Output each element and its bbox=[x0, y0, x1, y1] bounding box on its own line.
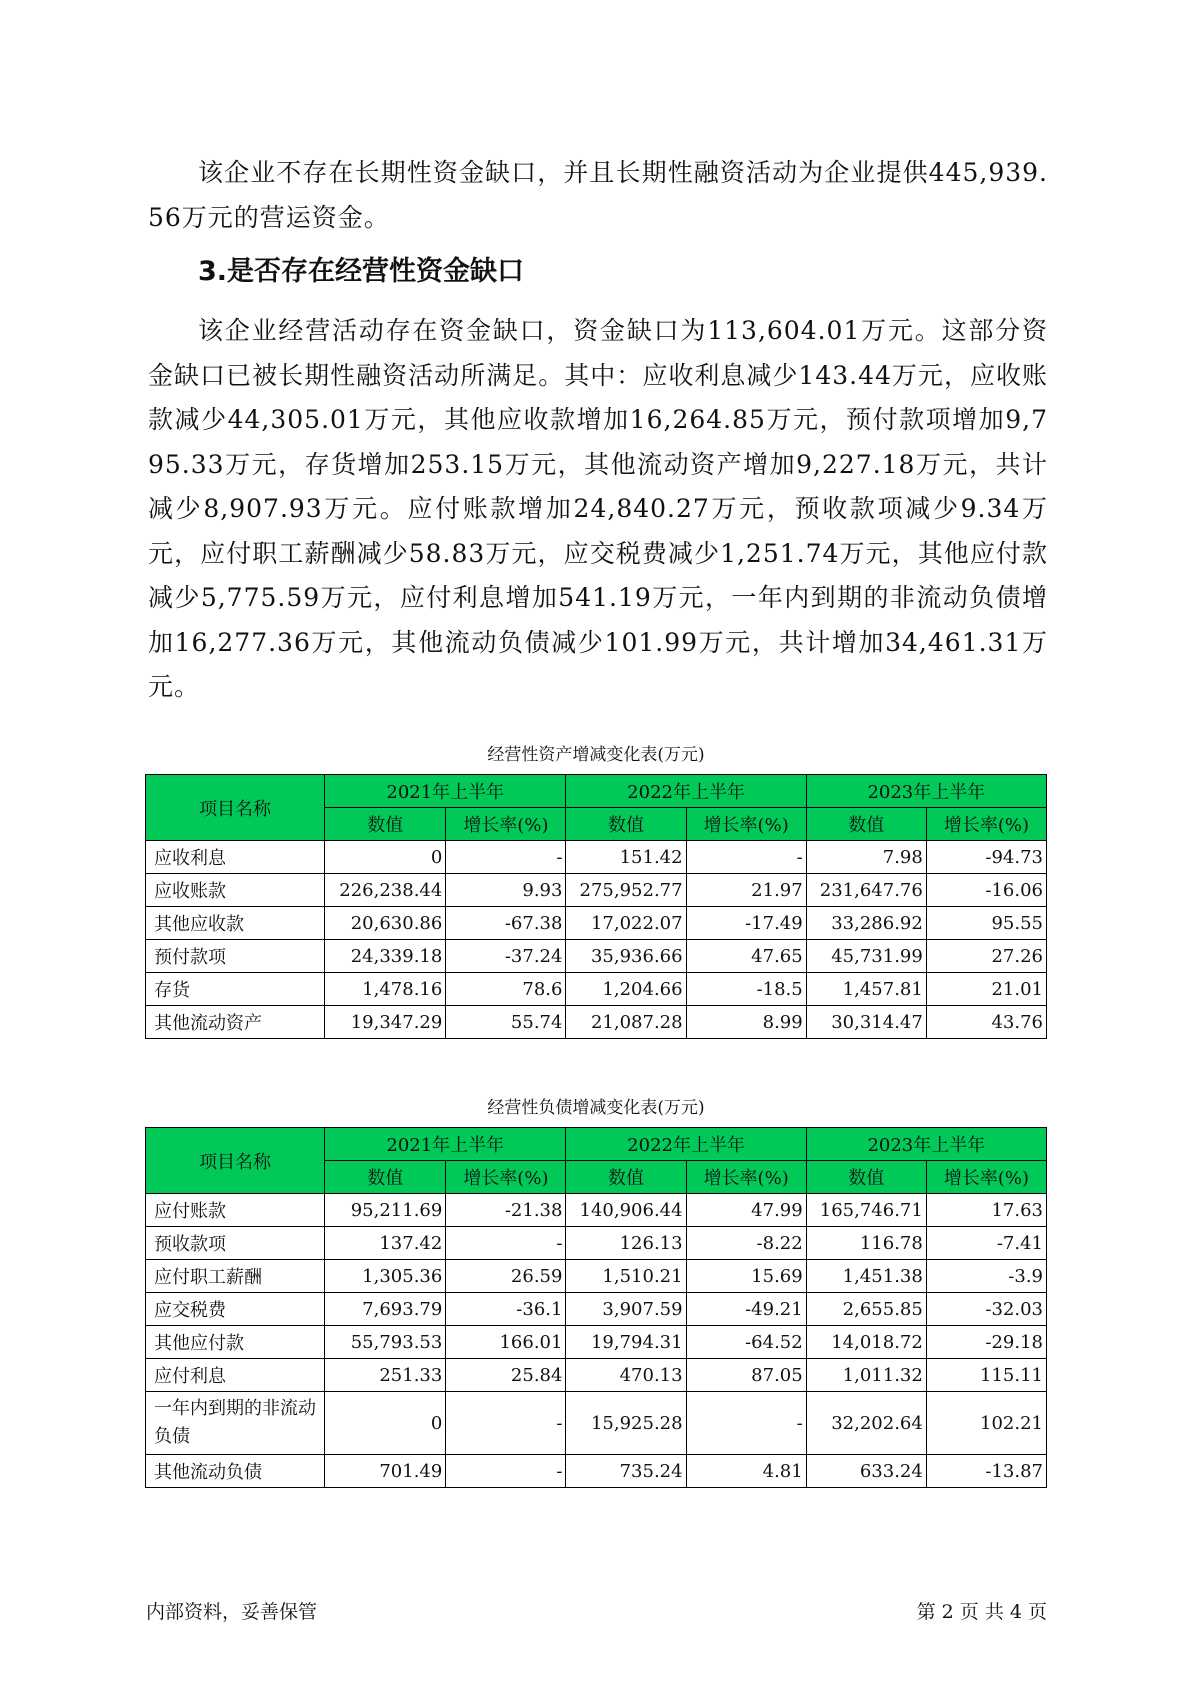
table-caption-liabilities: 经营性负债增减变化表(万元) bbox=[487, 1098, 705, 1118]
cell-growth-rate: -16.06 bbox=[926, 874, 1046, 907]
row-item-name: 应付利息 bbox=[146, 1359, 325, 1392]
header-period: 2023年上半年 bbox=[806, 775, 1046, 808]
cell-growth-rate: -7.41 bbox=[926, 1227, 1046, 1260]
header-growth: 增长率(%) bbox=[446, 808, 566, 841]
cell-value: 32,202.64 bbox=[806, 1392, 926, 1455]
cell-growth-rate: - bbox=[446, 1227, 566, 1260]
header-value: 数值 bbox=[325, 808, 446, 841]
cell-value: 1,457.81 bbox=[806, 973, 926, 1006]
cell-growth-rate: 15.69 bbox=[686, 1260, 806, 1293]
cell-growth-rate: 8.99 bbox=[686, 1006, 806, 1039]
cell-growth-rate: - bbox=[446, 1392, 566, 1455]
cell-growth-rate: -18.5 bbox=[686, 973, 806, 1006]
cell-growth-rate: 27.26 bbox=[926, 940, 1046, 973]
table-row bbox=[146, 907, 1047, 940]
table-row bbox=[146, 1293, 1047, 1326]
row-item-name: 其他流动负债 bbox=[146, 1455, 325, 1488]
cell-growth-rate: - bbox=[446, 1455, 566, 1488]
table-row bbox=[146, 1227, 1047, 1260]
table-row bbox=[146, 1194, 1047, 1227]
cell-value: 0 bbox=[325, 1392, 446, 1455]
header-value: 数值 bbox=[806, 808, 926, 841]
cell-value: 633.24 bbox=[806, 1455, 926, 1488]
cell-growth-rate: 55.74 bbox=[446, 1006, 566, 1039]
cell-value: 33,286.92 bbox=[806, 907, 926, 940]
cell-value: 7,693.79 bbox=[325, 1293, 446, 1326]
row-item-name: 应交税费 bbox=[146, 1293, 325, 1326]
row-item-name: 预付款项 bbox=[146, 940, 325, 973]
cell-growth-rate: 95.55 bbox=[926, 907, 1046, 940]
cell-value: 19,347.29 bbox=[325, 1006, 446, 1039]
cell-growth-rate: -8.22 bbox=[686, 1227, 806, 1260]
table-row bbox=[146, 1260, 1047, 1293]
cell-growth-rate: 166.01 bbox=[446, 1326, 566, 1359]
header-item-name: 项目名称 bbox=[146, 775, 325, 841]
cell-growth-rate: -21.38 bbox=[446, 1194, 566, 1227]
header-value: 数值 bbox=[566, 808, 686, 841]
cell-growth-rate: -32.03 bbox=[926, 1293, 1046, 1326]
paragraph-operating-gap: 该企业经营活动存在资金缺口，资金缺口为113,604.01万元。这部分资金缺口已被长期性融资活动所满足。其中：应收利息减少143.44万元，应收账款减少44,305.01万元，其他应收款增加16,264.85万元，预付款项增加9,795.33万元，存货增加253.15万元，其他流动资产增加9,227.18万元，共计减少8,907.93万元。应付账款增加24,840.27万元，预收款项减少9.34万元，应付职工薪酬减少58.83万元，应交税费减少1,251.74万元，其他应付款减少5,775.59万元，应付利息增加541.19万元，一年内到期的非流动负债增加16,277.36万元，其他流动负债减少101.99万元，共计增加34,461.31万元。 bbox=[148, 316, 1048, 701]
cell-growth-rate: - bbox=[686, 1392, 806, 1455]
cell-value: 701.49 bbox=[325, 1455, 446, 1488]
cell-value: 24,339.18 bbox=[325, 940, 446, 973]
cell-value: 19,794.31 bbox=[566, 1326, 686, 1359]
cell-value: 30,314.47 bbox=[806, 1006, 926, 1039]
cell-growth-rate: -49.21 bbox=[686, 1293, 806, 1326]
header-growth: 增长率(%) bbox=[686, 1161, 806, 1194]
header-period: 2021年上半年 bbox=[325, 1128, 566, 1161]
row-item-name: 一年内到期的非流动负债 bbox=[146, 1392, 325, 1455]
cell-value: 21,087.28 bbox=[566, 1006, 686, 1039]
cell-growth-rate: 25.84 bbox=[446, 1359, 566, 1392]
cell-growth-rate: -29.18 bbox=[926, 1326, 1046, 1359]
cell-value: 251.33 bbox=[325, 1359, 446, 1392]
row-item-name: 应收账款 bbox=[146, 874, 325, 907]
cell-value: 137.42 bbox=[325, 1227, 446, 1260]
cell-growth-rate: -13.87 bbox=[926, 1455, 1046, 1488]
cell-growth-rate: -17.49 bbox=[686, 907, 806, 940]
table-row bbox=[146, 973, 1047, 1006]
table-row bbox=[146, 1455, 1047, 1488]
cell-value: 116.78 bbox=[806, 1227, 926, 1260]
cell-value: 45,731.99 bbox=[806, 940, 926, 973]
header-value: 数值 bbox=[566, 1161, 686, 1194]
cell-growth-rate: 87.05 bbox=[686, 1359, 806, 1392]
header-growth: 增长率(%) bbox=[926, 808, 1046, 841]
cell-growth-rate: 43.76 bbox=[926, 1006, 1046, 1039]
cell-value: 226,238.44 bbox=[325, 874, 446, 907]
cell-value: 20,630.86 bbox=[325, 907, 446, 940]
row-item-name: 应收利息 bbox=[146, 841, 325, 874]
cell-value: 55,793.53 bbox=[325, 1326, 446, 1359]
header-period: 2022年上半年 bbox=[566, 1128, 806, 1161]
table-row bbox=[146, 1326, 1047, 1359]
cell-value: 126.13 bbox=[566, 1227, 686, 1260]
cell-growth-rate: -37.24 bbox=[446, 940, 566, 973]
header-value: 数值 bbox=[325, 1161, 446, 1194]
cell-value: 3,907.59 bbox=[566, 1293, 686, 1326]
table-row bbox=[146, 1359, 1047, 1392]
cell-value: 95,211.69 bbox=[325, 1194, 446, 1227]
row-item-name: 其他应收款 bbox=[146, 907, 325, 940]
cell-value: 17,022.07 bbox=[566, 907, 686, 940]
cell-growth-rate: 4.81 bbox=[686, 1455, 806, 1488]
header-period: 2023年上半年 bbox=[806, 1128, 1046, 1161]
cell-value: 1,204.66 bbox=[566, 973, 686, 1006]
cell-value: 470.13 bbox=[566, 1359, 686, 1392]
header-growth: 增长率(%) bbox=[686, 808, 806, 841]
row-item-name: 其他流动资产 bbox=[146, 1006, 325, 1039]
cell-growth-rate: 9.93 bbox=[446, 874, 566, 907]
table-row bbox=[146, 940, 1047, 973]
table-row bbox=[146, 841, 1047, 874]
table-row bbox=[146, 874, 1047, 907]
header-period: 2022年上半年 bbox=[566, 775, 806, 808]
row-item-name: 应付账款 bbox=[146, 1194, 325, 1227]
cell-value: 15,925.28 bbox=[566, 1392, 686, 1455]
cell-value: 165,746.71 bbox=[806, 1194, 926, 1227]
row-item-name: 其他应付款 bbox=[146, 1326, 325, 1359]
cell-value: 7.98 bbox=[806, 841, 926, 874]
row-item-name: 应付职工薪酬 bbox=[146, 1260, 325, 1293]
cell-value: 1,510.21 bbox=[566, 1260, 686, 1293]
cell-growth-rate: 47.65 bbox=[686, 940, 806, 973]
cell-growth-rate: 17.63 bbox=[926, 1194, 1046, 1227]
table-row bbox=[146, 1392, 1047, 1455]
cell-growth-rate: 115.11 bbox=[926, 1359, 1046, 1392]
liabilities-table bbox=[145, 1127, 1047, 1488]
footer-page-number: 第 2 页 共 4 页 bbox=[916, 1601, 1047, 1623]
row-item-name: 存货 bbox=[146, 973, 325, 1006]
cell-growth-rate: -64.52 bbox=[686, 1326, 806, 1359]
cell-value: 275,952.77 bbox=[566, 874, 686, 907]
cell-growth-rate: - bbox=[446, 841, 566, 874]
section-heading: 3.是否存在经营性资金缺口 bbox=[198, 256, 525, 287]
cell-value: 140,906.44 bbox=[566, 1194, 686, 1227]
cell-growth-rate: 21.01 bbox=[926, 973, 1046, 1006]
header-period: 2021年上半年 bbox=[325, 775, 566, 808]
cell-growth-rate: 21.97 bbox=[686, 874, 806, 907]
cell-value: 1,305.36 bbox=[325, 1260, 446, 1293]
table-caption-assets: 经营性资产增减变化表(万元) bbox=[487, 745, 705, 765]
header-growth: 增长率(%) bbox=[446, 1161, 566, 1194]
cell-value: 14,018.72 bbox=[806, 1326, 926, 1359]
cell-value: 735.24 bbox=[566, 1455, 686, 1488]
cell-growth-rate: -67.38 bbox=[446, 907, 566, 940]
cell-growth-rate: -94.73 bbox=[926, 841, 1046, 874]
cell-value: 151.42 bbox=[566, 841, 686, 874]
header-value: 数值 bbox=[806, 1161, 926, 1194]
cell-value: 1,478.16 bbox=[325, 973, 446, 1006]
header-growth: 增长率(%) bbox=[926, 1161, 1046, 1194]
cell-growth-rate: -36.1 bbox=[446, 1293, 566, 1326]
cell-value: 35,936.66 bbox=[566, 940, 686, 973]
paragraph-long-term-gap: 该企业不存在长期性资金缺口，并且长期性融资活动为企业提供445,939.56万元的营运资金。 bbox=[148, 158, 1048, 232]
cell-growth-rate: -3.9 bbox=[926, 1260, 1046, 1293]
cell-value: 0 bbox=[325, 841, 446, 874]
cell-growth-rate: 102.21 bbox=[926, 1392, 1046, 1455]
cell-growth-rate: 78.6 bbox=[446, 973, 566, 1006]
cell-growth-rate: 26.59 bbox=[446, 1260, 566, 1293]
cell-growth-rate: - bbox=[686, 841, 806, 874]
cell-growth-rate: 47.99 bbox=[686, 1194, 806, 1227]
cell-value: 231,647.76 bbox=[806, 874, 926, 907]
cell-value: 1,451.38 bbox=[806, 1260, 926, 1293]
table-row bbox=[146, 1006, 1047, 1039]
footer-confidential-note: 内部资料，妥善保管 bbox=[146, 1601, 318, 1623]
cell-value: 2,655.85 bbox=[806, 1293, 926, 1326]
cell-value: 1,011.32 bbox=[806, 1359, 926, 1392]
header-item-name: 项目名称 bbox=[146, 1128, 325, 1194]
assets-table bbox=[145, 774, 1047, 1039]
row-item-name: 预收款项 bbox=[146, 1227, 325, 1260]
